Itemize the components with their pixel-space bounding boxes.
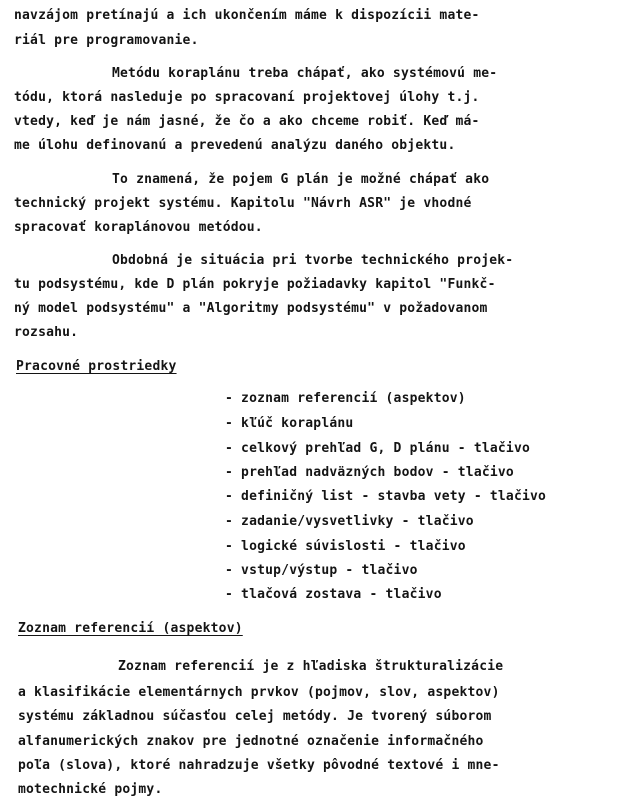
paragraph-line: tu podsystému, kde D plán pokryje požiadavky kapitol "Funkč- [14, 277, 496, 292]
paragraph-line: Metódu koraplánu treba chápať, ako systémovú me- [112, 66, 498, 81]
paragraph-line: motechnické pojmy. [18, 782, 163, 797]
paragraph-line: To znamená, že pojem G plán je možné chápať ako [112, 172, 490, 187]
paragraph-line: rozsahu. [14, 325, 79, 340]
paragraph-line: tódu, ktorá nasleduje po spracovaní projektovej úlohy t.j. [14, 90, 480, 105]
paragraph-line: systému základnou súčasťou celej metódy. Je tvorený súborom [18, 709, 492, 724]
paragraph-line: ný model podsystému" a "Algoritmy podsystému" v požadovanom [14, 301, 488, 316]
list-item: - zadanie/vysvetlivky - tlačivo [225, 514, 474, 529]
paragraph-line: poľa (slova), ktoré nahradzuje všetky pôvodné textové i mne- [18, 758, 500, 773]
paragraph-line: alfanumerických znakov pre jednotné označenie informačného [18, 734, 484, 749]
paragraph-line: Zoznam referencií je z hľadiska štrukturalizácie [118, 659, 504, 674]
paragraph-line: technický projekt systému. Kapitolu "Návrh ASR" je vhodné [14, 196, 472, 211]
list-item: - tlačová zostava - tlačivo [225, 587, 442, 602]
paragraph-line: Obdobná je situácia pri tvorbe technického projek- [112, 253, 514, 268]
list-item: - prehľad nadväzných bodov - tlačivo [225, 465, 514, 480]
list-item: - zoznam referencií (aspektov) [225, 391, 466, 406]
paragraph-line: spracovať koraplánovou metódou. [14, 220, 263, 235]
paragraph-line: riál pre programovanie. [14, 33, 199, 48]
section-heading-references: Zoznam referencií (aspektov) [18, 621, 243, 636]
paragraph-line: navzájom pretínajú a ich ukončením máme k dispozícii mate- [14, 8, 480, 23]
list-item: - definičný list - stavba vety - tlačivo [225, 489, 547, 504]
list-item: - celkový prehľad G, D plánu - tlačivo [225, 441, 531, 456]
paragraph-line: a klasifikácie elementárnych prvkov (pojmov, slov, aspektov) [18, 685, 500, 700]
list-item: - vstup/výstup - tlačivo [225, 563, 418, 578]
paragraph-line: vtedy, keď je nám jasné, že čo a ako chceme robiť. Keď má- [14, 114, 480, 129]
list-item: - logické súvislosti - tlačivo [225, 539, 466, 554]
paragraph-line: me úlohu definovanú a prevedenú analýzu daného objektu. [14, 138, 456, 153]
list-item: - kľúč koraplánu [225, 416, 354, 431]
section-heading-tools: Pracovné prostriedky [16, 359, 177, 374]
